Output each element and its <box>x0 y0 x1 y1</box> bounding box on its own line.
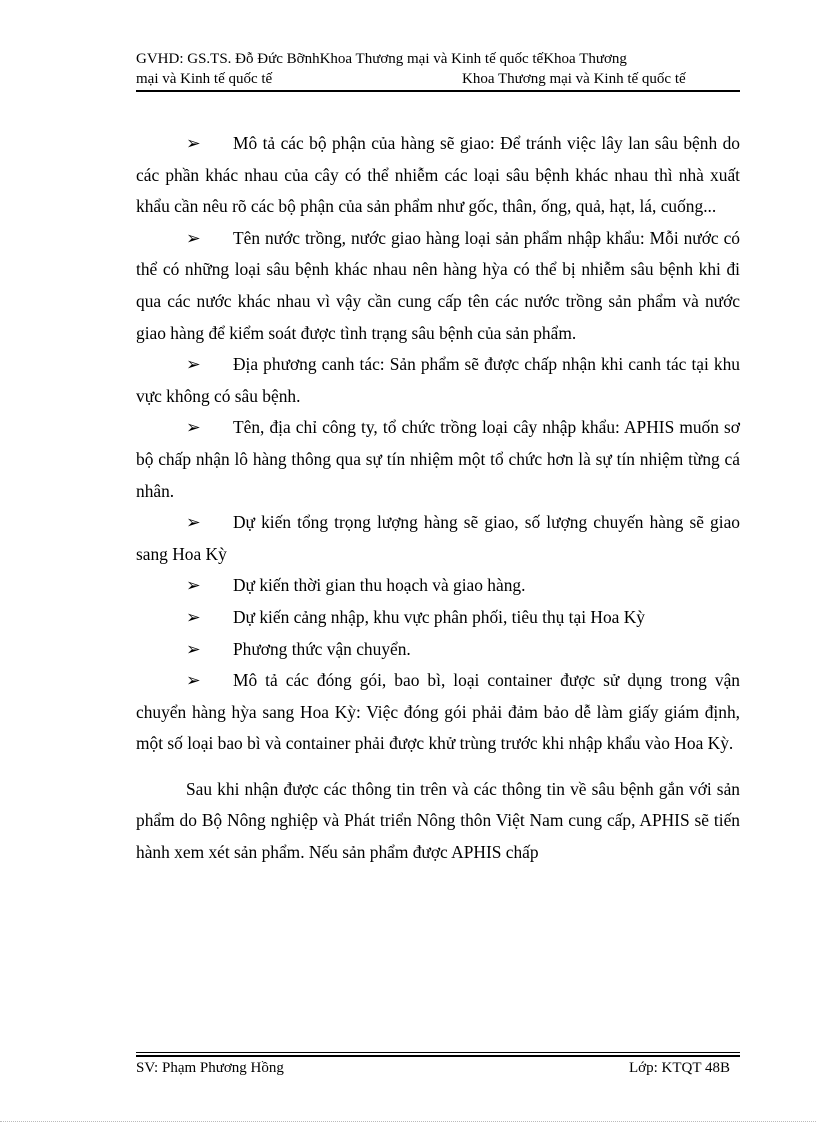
bullet-paragraph <box>136 223 740 349</box>
bullet-paragraph <box>136 634 740 666</box>
header-line-2-right: Khoa Thương mại và Kinh tế quốc tế <box>462 71 686 87</box>
paragraph-text: Địa phương canh tác: Sản phẩm sẽ được chấp nhận khi canh tác tại khu vực không có sâu bệnh. <box>136 354 740 406</box>
footer-student: SV: Phạm Phương Hồng <box>136 1060 284 1076</box>
paragraph-text: Phương thức vận chuyển. <box>233 638 411 659</box>
paragraph-text: Dự kiến cảng nhập, khu vực phân phối, tiêu thụ tại Hoa Kỳ <box>233 606 645 627</box>
paragraph-text: Mô tả các bộ phận của hàng sẽ giao: Để tránh việc lây lan sâu bệnh do các phần khác nhau của cây có thể nhiễm các loại sâu bệnh khác nhau thì nhà xuất khẩu cần nêu rõ các bộ phận của sản phẩm như gốc, thân, ống, quả, hạt, lá, cuống... <box>136 133 740 217</box>
footer-rule <box>136 1052 740 1053</box>
bullet-paragraph <box>136 602 740 634</box>
paragraph-text: Tên, địa chỉ công ty, tổ chức trồng loại cây nhập khẩu: APHIS muốn sơ bộ chấp nhận lô hàng thông qua sự tín nhiệm một tổ chức hơn là sự tín nhiệm từng cá nhân. <box>136 417 740 501</box>
header-line-2 <box>136 69 740 89</box>
page-header <box>136 49 740 89</box>
arrow-bullet-icon: ➢ <box>186 670 201 691</box>
bullet-paragraph <box>136 665 740 760</box>
header-rule <box>136 90 740 92</box>
arrow-bullet-icon: ➢ <box>186 227 201 248</box>
footer-rule-thick <box>136 1055 740 1057</box>
bullet-paragraph <box>136 412 740 507</box>
bullet-paragraph <box>136 349 740 412</box>
paragraph-text: Dự kiến tổng trọng lượng hàng sẽ giao, số lượng chuyến hàng sẽ giao sang Hoa Kỳ <box>136 512 740 564</box>
paragraph-text: Mô tả các đóng gói, bao bì, loại container được sử dụng trong vận chuyển hàng hỳa sang Hoa Kỳ: Việc đóng gói phải đảm bảo dễ làm giấy giám định, một số loại bao bì và container phải được khử trùng trước khi nhập khẩu vào Hoa Kỳ. <box>136 670 740 754</box>
footer-class: Lớp: KTQT 48B <box>629 1060 730 1076</box>
page-body <box>136 128 740 869</box>
header-line-2-left: mại và Kinh tế quốc tế <box>136 71 273 87</box>
arrow-bullet-icon: ➢ <box>186 512 201 533</box>
arrow-bullet-icon: ➢ <box>186 133 201 153</box>
arrow-bullet-icon: ➢ <box>186 638 201 659</box>
paragraph-text: Dự kiến thời gian thu hoạch và giao hàng. <box>233 575 526 596</box>
page-bottom-edge <box>0 1121 816 1122</box>
bullet-paragraph <box>136 128 740 223</box>
arrow-bullet-icon: ➢ <box>186 354 201 375</box>
arrow-bullet-icon: ➢ <box>186 606 201 627</box>
body-paragraph: Sau khi nhận được các thông tin trên và các thông tin về sâu bệnh gắn với sản phẩm do Bộ Nông nghiệp và Phát triển Nông thôn Việt Nam cung cấp, APHIS sẽ tiến hành xem xét sản phẩm. Nếu sản phẩm được APHIS chấp <box>136 778 740 863</box>
bullet-paragraph <box>136 570 740 602</box>
header-line-1: GVHD: GS.TS. Đỗ Đức BỡnhKhoa Thương mại và Kinh tế quốc tếKhoa Thương <box>136 51 627 67</box>
arrow-bullet-icon: ➢ <box>186 417 201 438</box>
bullet-paragraph <box>136 507 740 570</box>
arrow-bullet-icon: ➢ <box>186 575 201 596</box>
paragraph-text: Tên nước trồng, nước giao hàng loại sản phẩm nhập khẩu: Mỗi nước có thể có những loại sâu bệnh khác nhau nên hàng hỳa có thể bị nhiễm sâu bệnh khi đi qua các nước khác nhau vì vậy cần cung cấp tên các nước trồng sản phẩm và nước giao hàng để kiểm soát được tình trạng sâu bệnh của sản phẩm. <box>136 227 740 343</box>
